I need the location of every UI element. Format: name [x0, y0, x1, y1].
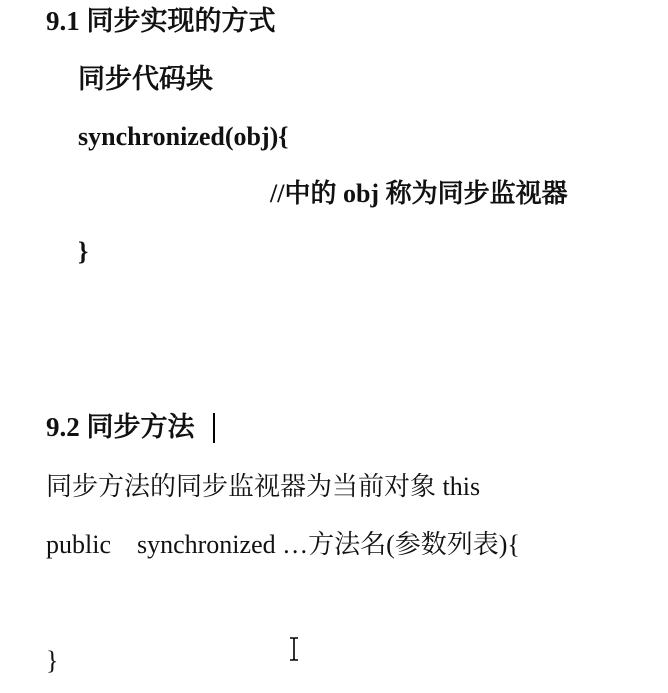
sync-method-close-brace: }	[46, 646, 59, 675]
text-caret-icon	[213, 413, 215, 443]
sync-block-comment-line: //中的 obj 称为同步监视器	[270, 179, 568, 208]
sync-method-description: 同步方法的同步监视器为当前对象 this	[46, 472, 481, 501]
section-9-2-heading: 9.2 同步方法	[46, 412, 195, 442]
sync-block-subheading: 同步代码块	[78, 64, 213, 94]
ibeam-cursor-icon	[287, 637, 301, 661]
sync-block-close-brace: }	[78, 237, 89, 266]
section-9-1-heading: 9.1 同步实现的方式	[46, 6, 276, 36]
sync-block-open-line: synchronized(obj){	[78, 122, 289, 151]
sync-method-signature: public synchronized …方法名(参数列表){	[46, 530, 520, 559]
